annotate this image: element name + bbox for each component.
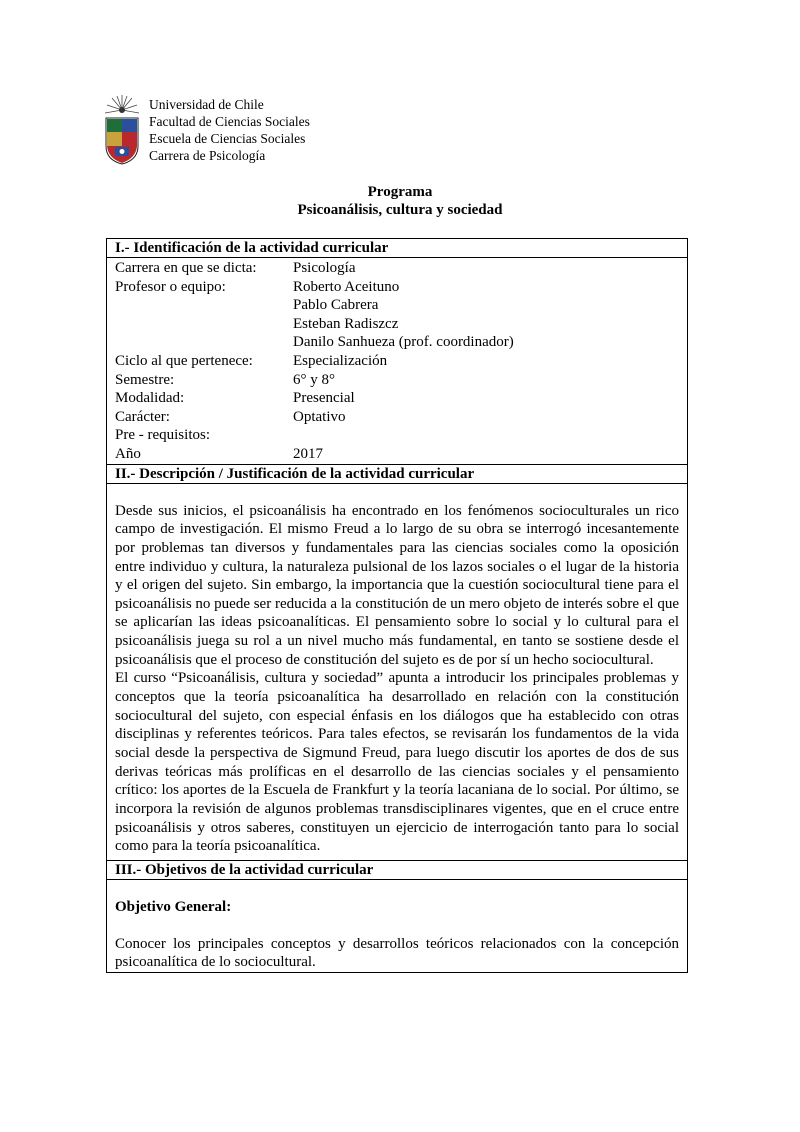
university-crest-icon [100, 94, 144, 166]
ident-label: Ciclo al que pertenece: [115, 352, 253, 369]
ident-value: Esteban Radiszcz [293, 315, 399, 332]
section-2-heading: II.- Descripción / Justificación de la actividad curricular [107, 464, 687, 484]
ident-row [115, 371, 687, 390]
school-name: Escuela de Ciencias Sociales [149, 131, 306, 146]
document-title [0, 183, 800, 219]
ident-value: Psicología [293, 260, 356, 276]
title-line-2: Psicoanálisis, cultura y sociedad [297, 202, 503, 218]
general-objective-heading: Objetivo General: [115, 899, 232, 915]
ident-label [115, 296, 293, 315]
ident-value: Presencial [293, 390, 355, 407]
description-paragraph-1: Desde sus inicios, el psicoanálisis ha encontrado en los fenómenos socioculturales un rico campo de investigación. El mismo Freud a lo largo de su obra se interrogó incesantemente por problemas tan diversos y fundamentales para las ciencias sociales como la oposición entre individuo y cultura, la naturaleza pulsional de los lazos sociales o el lugar de la historia y el origen del sujeto. Sin embargo, la importancia que la cuestión sociocultural tiene para el psicoanálisis no puede ser reducida a la constitución de un mero objeto de interés sobre el que se aplicarían las ideas psicoanalíticas. El pensamiento sobre lo social y lo cultural para el psicoanálisis juega su rol a un nivel mucho más fundamental, en tanto se sostiene desde el psicoanálisis que el proceso de constitución del sujeto es de por sí un hecho sociocultural. [115, 502, 679, 668]
ident-value: Pablo Cabrera [293, 297, 379, 314]
ident-value: Optativo [293, 408, 346, 425]
ident-row [115, 259, 687, 278]
institution-lines [149, 96, 310, 164]
ident-value: Danilo Sanhueza (prof. coordinador) [293, 334, 514, 351]
spacer [107, 880, 687, 898]
ident-label: Carácter: [115, 408, 170, 425]
ident-label: Carrera en que se dicta: [115, 260, 257, 276]
ident-row [115, 426, 687, 445]
faculty-name: Facultad de Ciencias Sociales [149, 114, 310, 129]
general-objective-text: Conocer los principales conceptos y desarrollos teóricos relacionados con la concepción psicoanalítica de lo sociocultural. [115, 935, 679, 971]
ident-row [115, 296, 687, 315]
ident-row [115, 278, 687, 297]
ident-label: Modalidad: [115, 390, 185, 407]
ident-label: Semestre: [115, 371, 175, 388]
ident-row [115, 315, 687, 334]
ident-row [115, 389, 687, 408]
section-1-heading: I.- Identificación de la actividad curricular [107, 239, 687, 258]
description-paragraph-2: El curso “Psicoanálisis, cultura y sociedad” apunta a introducir los principales problemas y conceptos que la teoría psicoanalítica ha desarrollado en relación con la constitución sociocultural del sujeto, con especial énfasis en los diálogos que ha establecido con otras disciplinas y referentes teóricos. Para tales efectos, se revisarán los fundamentos de la vida social desde la perspectiva de Sigmund Freud, para luego discutir los aportes de dos de sus derivas teóricas más prolíficas en el desarrollo de las ciencias sociales y el pensamiento crítico: los aportes de la Escuela de Frankfurt y la teoría lacaniana de lo social. Por último, se incorpora la revisión de algunos problemas transdisciplinares vigentes, que en el cruce entre psicoanálisis y otros saberes, constituyen un ejercicio de interrogación tanto para lo social como para la teoría psicoanalítica. [115, 670, 679, 855]
ident-label [115, 315, 293, 334]
university-name: Universidad de Chile [149, 97, 264, 112]
ident-row [115, 408, 687, 427]
ident-label [115, 333, 293, 352]
program-table [106, 238, 688, 973]
spacer [107, 917, 687, 935]
ident-label: Profesor o equipo: [115, 278, 226, 295]
career-name: Carrera de Psicología [149, 148, 266, 163]
ident-label: Año [115, 445, 141, 462]
institution-header [100, 94, 400, 166]
ident-value [293, 426, 687, 445]
ident-value: Roberto Aceituno [293, 278, 400, 295]
section-3-heading: III.- Objetivos de la actividad curricular [107, 860, 687, 880]
title-line-1: Programa [367, 184, 433, 200]
ident-value: 2017 [293, 445, 323, 462]
ident-value: 6° y 8° [293, 371, 335, 388]
ident-row [115, 333, 687, 352]
identification-list [107, 258, 687, 464]
ident-row [115, 445, 687, 464]
ident-label: Pre - requisitos: [115, 427, 210, 444]
spacer [107, 484, 687, 502]
ident-row [115, 352, 687, 371]
ident-value: Especialización [293, 352, 388, 369]
